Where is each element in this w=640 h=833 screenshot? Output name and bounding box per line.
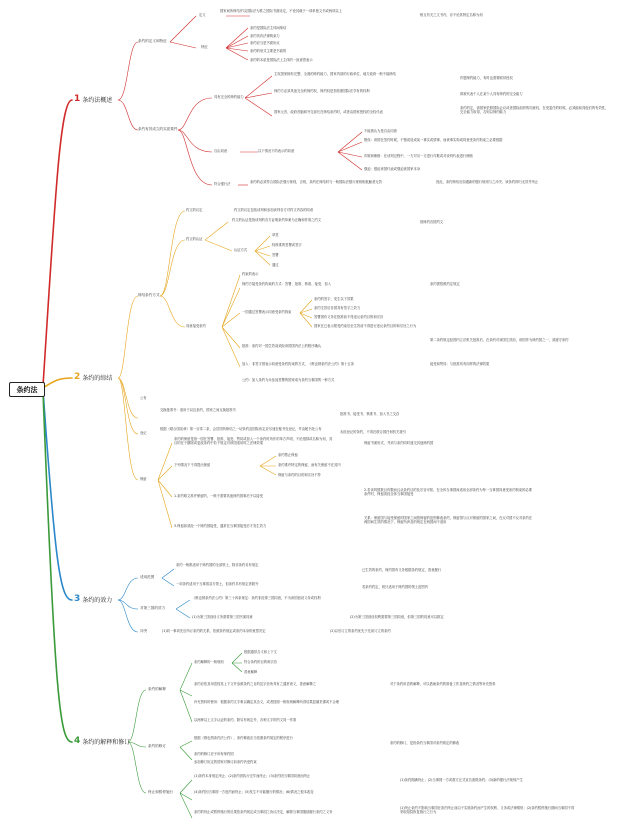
- node-s2-consent-note-1[interactable]: 第二条约规定经国内立法机关批准后，在条约对该国生效前，该国作为缔约国之一，须遵守条约: [430, 338, 569, 342]
- node-s1-feat-1[interactable]: 条约具有法律拘束力: [250, 34, 280, 38]
- node-s1-jus-label[interactable]: 符合强行法: [214, 182, 231, 186]
- node-s4-interp-rule[interactable]: 条约应依其用语按其上下文并参照条约之目的及宗旨所具有之通常意义，善意解释之: [194, 682, 316, 686]
- node-s2-reserve-def-note[interactable]: 保留书面形式，并须与条约同时递交其他缔约国: [364, 441, 434, 445]
- node-s2-reserve-2[interactable]: 保留与条约的目的和宗旨不符: [278, 473, 321, 477]
- node-s3-conflict-note[interactable]: (2)以后订立的条约优先于先前订立的条约: [330, 629, 391, 633]
- node-s1-feat-0[interactable]: 条约是国际法主体间缔结: [250, 26, 287, 30]
- node-s2-accession[interactable]: 加入：非签字国表示同意受条约拘束的方式，《维也纳条约法公约》第十五条: [242, 362, 355, 366]
- node-s2-pub-label[interactable]: 公布: [140, 396, 147, 400]
- node-s3-third-1[interactable]: (2)为第三国创设权利需要第三国同意，但第三国的同意可以推定: [350, 615, 444, 619]
- node-s2-consent-label[interactable]: 同意接受条约: [186, 324, 206, 328]
- node-s2-consent-2[interactable]: 一国通过签署表示同意受条约拘束: [242, 310, 292, 314]
- node-s4-term-1[interactable]: (4)条约因当事国一方违约而终止；(5)发生不可能履行的情况；(6)情况之根本改变: [194, 790, 314, 794]
- node-s3-b1[interactable]: 适用范围: [140, 575, 155, 579]
- node-s2-sub-1[interactable]: 条约生效后各国具有签字之效力: [314, 306, 361, 310]
- node-s1-jus-text[interactable]: 条约的必须符合国际法强行规则，否则，条约在缔结时与一般国际法强行规则相抵触者无效: [250, 180, 382, 184]
- node-s2-rv2-note[interactable]: 关系：保留国与接受保留的国家之间按保留的范围修改条约，保留国与反对保留的国家之间，在反对国不反对条约在两国间生效的情况下，保留所涉及的规定在两国间不适用: [364, 516, 533, 525]
- node-s1-def-note[interactable]: 相互有关之文书内，亦不论其特定名称为何: [420, 13, 483, 17]
- node-s2-sub-3[interactable]: 国家在已表示愿受约束后至生效前不得进行违反条约目的和宗旨之行为: [314, 324, 417, 328]
- node-s2-auth-way-0[interactable]: 草签: [272, 233, 279, 237]
- node-s2-exch-note[interactable]: 批准书、接受书、核准书、加入书之交存: [340, 412, 400, 416]
- node-s2-neg-label[interactable]: 约文的议定: [186, 208, 203, 212]
- node-s4-term-note[interactable]: (1)条约期满终止；(2)当事国一方或数方正式宣告废除条约；(3)新的强行法规则产生: [400, 778, 523, 782]
- node-s2-consent-0[interactable]: 约束的表示: [242, 272, 259, 276]
- node-s2-rv2-label[interactable]: 3.保留如须经一个缔约国接受，通常在当事国接受后才发生效力: [174, 524, 267, 528]
- node-s4-b3[interactable]: 终止和暂停施行: [148, 790, 174, 794]
- node-s2-reg-text[interactable]: 根据《联合国宪章》第一百零二条，会员国所缔结之一切条约及国际协定应尽速在秘书处登记，并由秘书处公布: [160, 427, 322, 431]
- node-s3-scope-1[interactable]: 一项条约适用于当事国双方领土，但条约另有规定者除外: [176, 582, 259, 586]
- node-s1-will-label[interactable]: 自由同意: [214, 149, 228, 153]
- node-s2-auth-text[interactable]: 约文的认证是指谈判的各方证明条约草案为正确和作准之约文: [232, 218, 322, 222]
- node-s3-third-0[interactable]: (1)为第三国创设义务需要第三国书面同意: [192, 615, 253, 619]
- node-s1-feat-4[interactable]: 条约的本质是国际法上主体的一致意思表示: [250, 58, 313, 62]
- section-4-number: 4: [74, 736, 81, 746]
- section-1-number: 1: [74, 94, 81, 104]
- node-s4-amend-0[interactable]: 条约的修订应予所有缔约国: [194, 752, 234, 756]
- section-4-label: 条约的解释和修订: [82, 738, 131, 746]
- node-s4-term-0[interactable]: (1)条约本身规定终止；(2)条约因执行完毕而终止；(3)条约因当事国同意而终止: [194, 774, 311, 778]
- node-s1-def-label[interactable]: 定义: [199, 13, 206, 17]
- node-s2-exch[interactable]: 交换批准书：适用于双边条约，国家之间互换批准书: [160, 408, 236, 412]
- node-s1-cap-note-0[interactable]: 作题缔约能力，有时也需要联邦授权: [460, 76, 513, 80]
- node-s3-third-text[interactable]: 《维也纳条约法公约》第三十四条规定：条约非经第三国同意，不为该国创设义务或权利: [192, 596, 321, 600]
- node-s2-consent-1[interactable]: 缔约方接受条约拘束的方式：签署、批准、核准、接受、加入: [242, 282, 332, 286]
- section-2-number: 2: [74, 372, 81, 382]
- section-3-label: 条约的效力: [82, 596, 113, 604]
- node-s4-b1[interactable]: 条约的解释: [148, 687, 166, 691]
- section-1-label: 条约法概述: [82, 96, 113, 104]
- node-s4-amend-text[interactable]: 根据《维也纳条约法公约》，条约修改应当依照条约规定的程序进行: [194, 736, 293, 740]
- node-s4-b2[interactable]: 条约的修订: [148, 744, 166, 748]
- node-s2-b1[interactable]: 缔结条约方式: [138, 293, 160, 297]
- node-s1-b2[interactable]: 条约有效成立的实质要件: [138, 127, 178, 131]
- node-s3-scope-note-0[interactable]: 已生效的条约，缔约国有义务根据条约规定，善意履行: [362, 568, 442, 572]
- node-s2-consent-note-0[interactable]: 条约需按照约定规定: [430, 282, 460, 286]
- node-s1-feat-label[interactable]: 特征: [201, 45, 208, 49]
- section-2-label: 条约的缔结: [82, 374, 113, 382]
- node-s1-will-3[interactable]: 强迫：强迫该国代表或强迫该国家本身: [364, 167, 421, 171]
- node-s3-third-label[interactable]: 对第三国的效力: [140, 606, 166, 610]
- node-s1-feat-2[interactable]: 条约应当是书面协议: [250, 41, 280, 45]
- node-s3-scope-note-1[interactable]: 若条约约定，则只适用于缔约国的领土范围内: [362, 585, 428, 589]
- node-s2-auth-way-2[interactable]: 签署: [272, 253, 279, 257]
- node-s4-suspend[interactable]: 条约的终止或暂停施行的后果依条约规定或当事国之协议决定，解除当事国继续履行条约之义务: [194, 810, 333, 814]
- node-s4-amend-1[interactable]: 参加修订协定的国家对修订前条约仍受约束: [194, 760, 257, 764]
- node-s1-b1[interactable]: 条约的定义和特征: [138, 39, 167, 43]
- node-s2-neg-text[interactable]: 约文的议定包括谈判和参加谈判各方对约文内容的同意: [234, 208, 314, 212]
- node-s2-reserve-def[interactable]: 条约的保留是指一国在签署、批准、接受、赞同或加入一个条约时所作的单方声明，不论措辞或名称为何，其目的在于摒除或更改条约中若干规定对该国适用时之法律效果: [174, 437, 333, 446]
- node-s1-will-2[interactable]: 诈欺和贿赂：在谈判过程中，一方对另一方进行诈欺或对谈判代表进行贿赂: [364, 154, 473, 158]
- node-s2-sub-2[interactable]: 签署国有义务在批准前不得违反条约目的和宗旨: [314, 315, 384, 319]
- node-s4-interp-1[interactable]: 符合条约的目的和宗旨: [244, 660, 277, 664]
- node-s4-interp-note[interactable]: 对于条约用语的解释，可以借助条约的准备工作及缔约之情况等补充资料: [390, 682, 496, 686]
- section-3-header[interactable]: [74, 594, 112, 604]
- node-s1-will-0[interactable]: 不能被认为是自由同意: [364, 129, 397, 133]
- node-s2-reserve-sub[interactable]: 下列情况下不得提出保留: [174, 463, 211, 467]
- node-s4-suspend-note[interactable]: (1)终止条约不影响当事国在条约终止前由于实施条约而产生的权利、义务或法律情势；(2)条约暂停施行期间当事国不得采取阻挠恢复施行之行为: [400, 806, 575, 815]
- node-s4-interp-2[interactable]: 善意解释: [244, 670, 258, 674]
- root-node[interactable]: 条约法: [9, 382, 45, 397]
- node-s1-cap-0[interactable]: 主权国家拥有完整、全面的缔约能力，国家内部的行政单位、地方政府一般不能缔结: [274, 72, 396, 76]
- node-s4-interp-0[interactable]: 根据通常含义和上下文: [244, 650, 277, 654]
- node-s4-interp-general[interactable]: 条约解释的一般规则: [194, 660, 224, 664]
- node-s1-cap-1[interactable]: 缔约方必须具备完全的缔约权，缔约权是指依照国际法享有的权利: [274, 89, 370, 93]
- node-s1-def-text[interactable]: 国家间所缔结并以国际法为准之国际书面协定，不论其载于一项单独文书或两项以上: [220, 9, 342, 13]
- node-s1-will-1[interactable]: 错误：该国在签约时候，不错误造成某一事实或情事，而该事实构成同意受条约拘束之必要根据: [364, 138, 503, 142]
- node-s3-conflict-text[interactable]: (1)同一事项先后所订条约的关系，依照条约规定或条约本身的意思决定: [162, 629, 266, 633]
- node-s1-jus-note[interactable]: 因此，条约缔结后如遇新的强行规则与之冲突，该条约即归无效并终止: [436, 180, 539, 184]
- node-s4-amend-sub[interactable]: 条约的修订，是指条约当事国对条约规定的修改: [390, 741, 460, 745]
- node-s2-reg-note[interactable]: 未经登记的条约，不得在联合国任何机关援引: [340, 430, 406, 434]
- node-s2-sub-0[interactable]: 条约的签字，发生以下效果: [314, 297, 354, 301]
- node-s3-scope-0[interactable]: 条约一般都适用于缔约国的全部领土，除非条约另有规定: [176, 563, 259, 567]
- section-2-header[interactable]: [74, 372, 112, 382]
- section-3-number: 3: [74, 594, 81, 604]
- node-s2-accession-note[interactable]: 公约：加入条约为未参加签署的国家成为条约当事国的一种方式: [242, 378, 335, 382]
- node-s1-cap-2[interactable]: 国家元首、政府首脑和外交部长在缔结条约时，或者由国家授权的全权代表: [274, 110, 383, 114]
- node-s1-cap-note-1[interactable]: 即被代表个人在某个人具有缔约的完全能力: [460, 92, 523, 96]
- node-s4-interp-supp[interactable]: 补充资料的使用：根据条约文字难以确定其含义，或者按照一般规则解释所得结果显属荒谬或不合理: [194, 700, 340, 704]
- node-s1-will-sub[interactable]: 以下情况下的表示的同意: [258, 149, 295, 153]
- node-s2-reserve-0[interactable]: 条约禁止保留: [278, 453, 298, 457]
- branch-line-section-1: [43, 100, 72, 386]
- node-s2-reg-label[interactable]: 登记: [140, 431, 147, 435]
- node-s2-reserve-1[interactable]: 条约准许特定的保留，而有关保留不在其内: [278, 463, 341, 467]
- node-s2-reserve-label[interactable]: 保留: [140, 477, 147, 481]
- branch-line-section-2: [43, 378, 72, 388]
- node-s1-feat-3[interactable]: 条约的形式主要是书面的: [250, 49, 287, 53]
- node-s2-rv1-label[interactable]: 1.条约明文准许保留的，一般不需要其他缔约国事后予以接受: [174, 494, 263, 498]
- node-s1-cap-note-2[interactable]: 条约约定，请国家依照国际会议或者国际组织的同意权，在受委任的时候，必须能取得他们的有效性，完全能力取得，否则以缔约能力: [460, 106, 609, 115]
- node-s2-auth-way-3[interactable]: 通过: [272, 263, 279, 267]
- node-s2-consent-3[interactable]: 批准：条约对一国生效前须经该国国内法上的程序确认: [242, 344, 322, 348]
- node-s2-auth-note[interactable]: 指缔约各国约文: [420, 220, 444, 224]
- node-s2-auth-ways-label[interactable]: 认证方式: [234, 248, 248, 252]
- node-s2-auth-label[interactable]: 约文的认证: [186, 237, 203, 241]
- node-s3-conflict-label[interactable]: 冲突: [140, 629, 148, 633]
- node-s1-cap-label[interactable]: 具有完全的缔约能力: [214, 95, 244, 99]
- node-s2-auth-way-1[interactable]: 待核准的签署或签字: [272, 243, 302, 247]
- node-s2-consent-note-2[interactable]: 接受和赞同：与批准具有同样的法律效果: [430, 362, 490, 366]
- section-1-header[interactable]: [74, 94, 112, 104]
- node-s2-rv1-note[interactable]: 2.若谈判国数目有限而且从条约目的及宗旨可知，在全体当事国间适用全部条约为每一当事国同意受条约拘束的必要条件时，保留须经全体当事国接受: [364, 488, 532, 497]
- node-s4-interp-lang[interactable]: 以两种以上文字认证的条约，除另有规定外，各种文字的约文同一作准: [194, 718, 297, 722]
- section-4-header[interactable]: [74, 736, 130, 746]
